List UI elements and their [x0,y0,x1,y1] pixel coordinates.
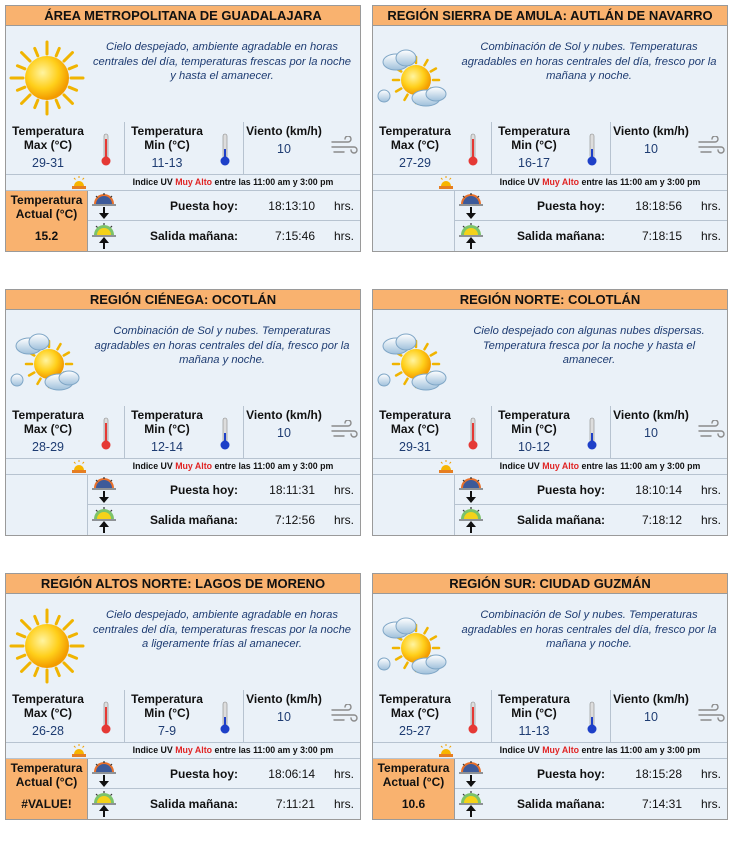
uv-time-range: entre las 11:00 am y 3:00 pm [581,177,701,187]
uv-label: Indice UV [499,177,540,187]
current-temp-label: Temperatura Actual (°C) [377,761,450,789]
sunset-icon [91,476,117,504]
sunset-time: 18:10:14 [635,483,682,497]
thermometer-cold-icon [587,701,597,735]
forecast-summary [6,310,360,406]
sun-icon [9,608,85,684]
max-temp-value: 28-29 [32,440,64,454]
min-temp-value: 16-17 [518,156,550,170]
max-temp-cell [6,122,125,174]
max-temp-cell [373,406,492,458]
thermometer-hot-icon [101,701,111,735]
uv-level: Muy Alto [175,177,213,187]
uv-time-range: entre las 11:00 am y 3:00 pm [214,745,334,755]
thermometer-cold-icon [587,417,597,451]
sunrise-icon [458,790,484,818]
uv-time-range: entre las 11:00 am y 3:00 pm [214,177,334,187]
uv-index-line [373,743,727,759]
min-temp-cell [492,690,611,742]
thermometer-hot-icon [468,417,478,451]
uv-time-range: entre las 11:00 am y 3:00 pm [581,745,701,755]
sunrise-label: Salida mañana: [516,797,605,811]
uv-label: Indice UV [132,177,173,187]
uv-level: Muy Alto [542,461,580,471]
sunrise-time: 7:12:56 [274,513,315,527]
min-temp-label: Temperatura Min (°C) [131,692,203,720]
current-temp-label: Temperatura Actual (°C) [10,761,83,789]
sunset-time: 18:13:10 [268,199,315,213]
uv-label: Indice UV [132,461,173,471]
thermometer-cold-icon [220,701,230,735]
min-temp-value: 7-9 [157,724,177,738]
temperature-wind-row [373,690,727,743]
hrs-unit: hrs. [334,199,355,213]
forecast-description: Combinación de Sol y nubes. Temperaturas agradables en horas centrales del día, fresco por la mañana y noche. [461,41,717,82]
sunset-row [88,759,360,789]
current-temp-cell [373,759,455,819]
sunrise-row [455,221,727,251]
max-temp-label: Temperatura Max (°C) [12,408,84,436]
sunset-icon [91,192,117,220]
hrs-unit: hrs. [701,767,722,781]
region-title: REGIÓN CIÉNEGA: OCOTLÁN [6,290,360,310]
sun-times [373,475,727,535]
min-temp-cell [492,406,611,458]
sun-cloud-icon [376,608,452,684]
sunrise-time: 7:18:12 [641,513,682,527]
wind-cell [611,406,691,458]
hrs-unit: hrs. [334,767,355,781]
wind-value: 10 [644,710,658,724]
region-title: REGIÓN SIERRA DE AMULA: AUTLÁN DE NAVARRO [373,6,727,26]
temperature-wind-row [373,406,727,459]
wind-label: Viento (km/h) [246,124,322,138]
hrs-unit: hrs. [334,513,355,527]
sunset-label: Puesta hoy: [169,767,238,781]
sunset-icon [458,192,484,220]
uv-sun-icon [72,744,86,757]
forecast-description: Cielo despejado con algunas nubes dispersas. Temperatura fresca por la noche y hasta el amanecer. [473,325,705,366]
hrs-unit: hrs. [701,483,722,497]
hrs-unit: hrs. [334,797,355,811]
wind-cell [244,690,324,742]
forecast-panel [5,289,361,536]
temperature-wind-row [6,406,360,459]
sunrise-row [455,505,727,535]
uv-index-line [373,175,727,191]
current-temp-value: #VALUE! [21,797,72,811]
wind-value: 10 [277,142,291,156]
uv-label: Indice UV [499,461,540,471]
sunset-row [455,191,727,221]
sun-times [6,475,360,535]
max-temp-value: 26-28 [32,724,64,738]
sunrise-icon [91,222,117,250]
sunset-icon [458,476,484,504]
forecast-panel [372,5,728,252]
current-temp-value: 15.2 [34,229,59,243]
sunrise-label: Salida mañana: [149,513,238,527]
wind-label: Viento (km/h) [613,692,689,706]
max-temp-label: Temperatura Max (°C) [379,408,451,436]
current-temp-cell [6,759,88,819]
uv-time-range: entre las 11:00 am y 3:00 pm [214,461,334,471]
wind-label: Viento (km/h) [613,408,689,422]
max-temp-value: 25-27 [399,724,431,738]
region-title: REGIÓN SUR: CIUDAD GUZMÁN [373,574,727,594]
thermometer-cold-icon [220,133,230,167]
sunset-label: Puesta hoy: [536,199,605,213]
uv-index-line [6,459,360,475]
forecast-description: Cielo despejado, ambiente agradable en horas centrales del día, temperaturas frescas por la noche a ligeramente frías al amanecer. [92,609,352,650]
temperature-wind-row [6,122,360,175]
temperature-wind-row [373,122,727,175]
wind-value: 10 [277,426,291,440]
sunrise-label: Salida mañana: [516,229,605,243]
forecast-panel [5,573,361,820]
min-temp-cell [125,122,244,174]
max-temp-cell [373,690,492,742]
wind-label: Viento (km/h) [613,124,689,138]
wind-icon [697,136,725,156]
max-temp-label: Temperatura Max (°C) [12,692,84,720]
uv-time-range: entre las 11:00 am y 3:00 pm [581,461,701,471]
region-title: REGIÓN NORTE: COLOTLÁN [373,290,727,310]
wind-icon [330,136,358,156]
uv-sun-icon [439,460,453,473]
sun-cloud-icon [9,324,85,400]
sunrise-row [88,221,360,251]
forecast-summary [373,310,727,406]
sunset-time: 18:18:56 [635,199,682,213]
wind-value: 10 [644,426,658,440]
sunrise-label: Salida mañana: [149,229,238,243]
uv-level: Muy Alto [542,177,580,187]
sunset-icon [91,760,117,788]
sunrise-icon [91,790,117,818]
forecast-description: Cielo despejado, ambiente agradable en horas centrales del día, temperaturas frescas por la noche y hasta el amanecer. [92,41,352,82]
temperature-wind-row [6,690,360,743]
sun-cloud-icon [376,40,452,116]
uv-level: Muy Alto [175,461,213,471]
thermometer-hot-icon [101,133,111,167]
min-temp-cell [125,690,244,742]
thermometer-hot-icon [101,417,111,451]
sunrise-time: 7:11:21 [275,797,315,811]
min-temp-value: 11-13 [518,724,550,738]
max-temp-value: 29-31 [32,156,64,170]
max-temp-cell [6,690,125,742]
sunrise-time: 7:14:31 [641,797,682,811]
wind-cell [244,406,324,458]
wind-value: 10 [644,142,658,156]
min-temp-value: 11-13 [151,156,183,170]
forecast-summary [373,594,727,690]
sunset-row [455,475,727,505]
sunrise-row [88,505,360,535]
max-temp-value: 29-31 [399,440,431,454]
min-temp-value: 10-12 [518,440,550,454]
thermometer-hot-icon [468,701,478,735]
hrs-unit: hrs. [334,229,355,243]
sun-times [6,191,360,251]
sunrise-row [455,789,727,819]
thermometer-cold-icon [587,133,597,167]
sunset-label: Puesta hoy: [169,483,238,497]
thermometer-cold-icon [220,417,230,451]
hrs-unit: hrs. [334,483,355,497]
forecast-summary [6,26,360,122]
sunset-time: 18:06:14 [268,767,315,781]
uv-index-line [373,459,727,475]
current-temp-value: 10.6 [401,797,426,811]
sunrise-icon [458,222,484,250]
wind-icon [330,420,358,440]
wind-cell [244,122,324,174]
min-temp-label: Temperatura Min (°C) [131,408,203,436]
wind-label: Viento (km/h) [246,692,322,706]
min-temp-cell [125,406,244,458]
uv-level: Muy Alto [175,745,213,755]
forecast-description: Combinación de Sol y nubes. Temperaturas agradables en horas centrales del día, fresco por la mañana y noche. [94,325,350,366]
min-temp-label: Temperatura Min (°C) [498,692,570,720]
max-temp-label: Temperatura Max (°C) [379,692,451,720]
min-temp-cell [492,122,611,174]
current-temp-label: Temperatura Actual (°C) [10,193,83,221]
wind-icon [697,704,725,724]
max-temp-cell [373,122,492,174]
sunrise-label: Salida mañana: [149,797,238,811]
sunset-label: Puesta hoy: [536,483,605,497]
sunset-label: Puesta hoy: [536,767,605,781]
region-title: ÁREA METROPOLITANA DE GUADALAJARA [6,6,360,26]
sun-times [373,759,727,819]
sunset-row [88,191,360,221]
min-temp-label: Temperatura Min (°C) [131,124,203,152]
forecast-summary [6,594,360,690]
sunset-label: Puesta hoy: [169,199,238,213]
wind-icon [697,420,725,440]
sunrise-time: 7:18:15 [641,229,682,243]
sunrise-row [88,789,360,819]
hrs-unit: hrs. [701,199,722,213]
uv-level: Muy Alto [542,745,580,755]
sunset-row [88,475,360,505]
uv-index-line [6,175,360,191]
wind-label: Viento (km/h) [246,408,322,422]
uv-sun-icon [72,176,86,189]
forecast-panel [5,5,361,252]
min-temp-value: 12-14 [151,440,183,454]
wind-icon [330,704,358,724]
min-temp-label: Temperatura Min (°C) [498,124,570,152]
sun-times [6,759,360,819]
forecast-description: Combinación de Sol y nubes. Temperaturas agradables en horas centrales del día, fresco por la mañana y noche. [461,609,717,650]
min-temp-label: Temperatura Min (°C) [498,408,570,436]
hrs-unit: hrs. [701,513,722,527]
region-title: REGIÓN ALTOS NORTE: LAGOS DE MORENO [6,574,360,594]
sunrise-icon [91,506,117,534]
max-temp-label: Temperatura Max (°C) [379,124,451,152]
sunrise-label: Salida mañana: [516,513,605,527]
sunset-time: 18:15:28 [635,767,682,781]
uv-sun-icon [439,176,453,189]
wind-cell [611,690,691,742]
sun-icon [9,40,85,116]
thermometer-hot-icon [468,133,478,167]
forecast-panel [372,573,728,820]
sunset-row [455,759,727,789]
uv-sun-icon [439,744,453,757]
uv-label: Indice UV [499,745,540,755]
hrs-unit: hrs. [701,229,722,243]
sunset-time: 18:11:31 [269,483,315,497]
uv-index-line [6,743,360,759]
sunset-icon [458,760,484,788]
max-temp-cell [6,406,125,458]
current-temp-cell [6,191,88,251]
sun-cloud-icon [376,324,452,400]
uv-label: Indice UV [132,745,173,755]
hrs-unit: hrs. [701,797,722,811]
sunrise-icon [458,506,484,534]
sunrise-time: 7:15:46 [274,229,315,243]
forecast-panel [372,289,728,536]
forecast-summary [373,26,727,122]
wind-value: 10 [277,710,291,724]
max-temp-label: Temperatura Max (°C) [12,124,84,152]
wind-cell [611,122,691,174]
max-temp-value: 27-29 [399,156,431,170]
sun-times [373,191,727,251]
uv-sun-icon [72,460,86,473]
